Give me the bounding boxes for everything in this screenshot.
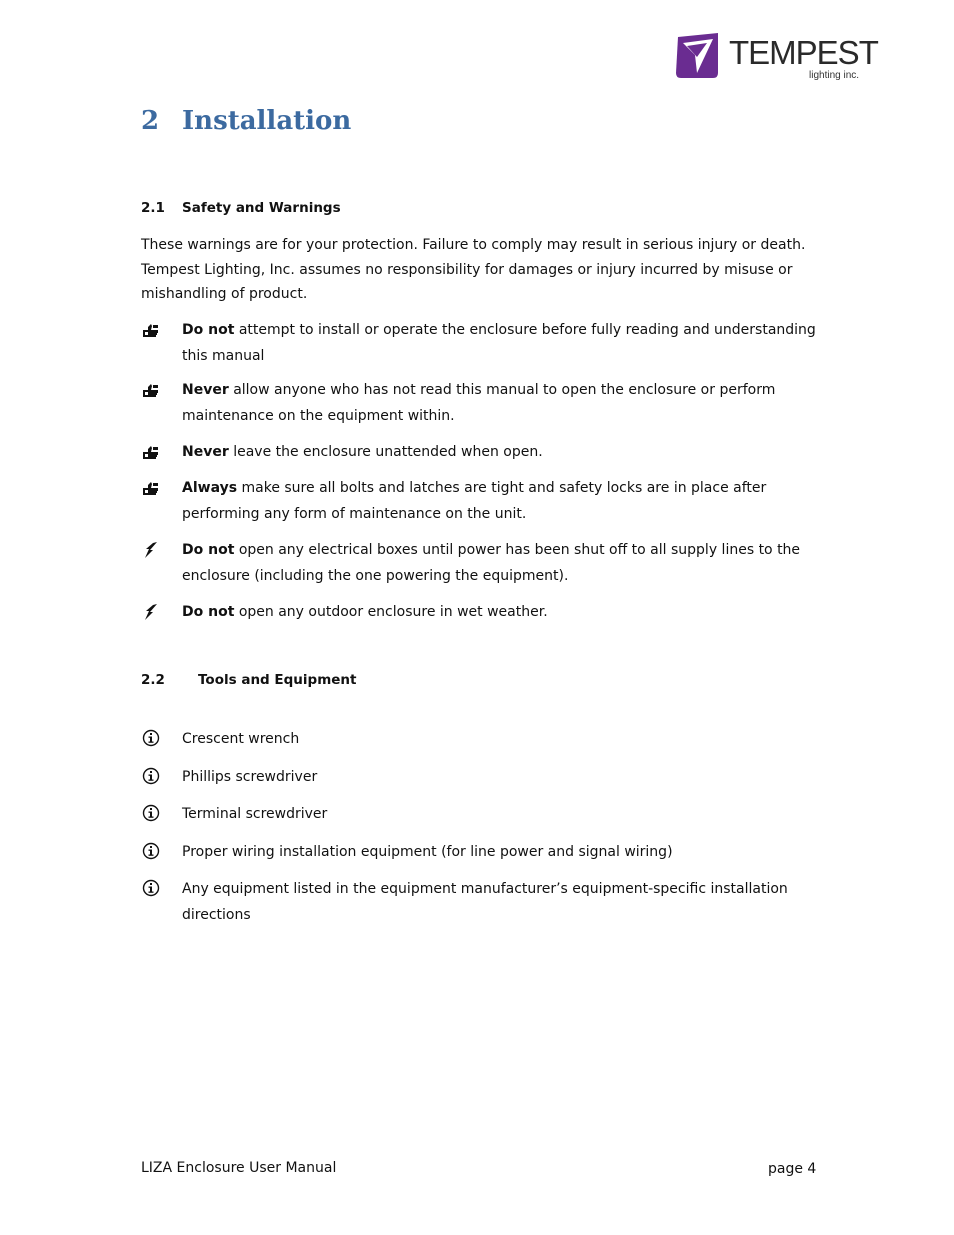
warning-body: attempt to install or operate the enclosure before fully reading and understanding this manual xyxy=(182,322,816,364)
warning-hand-icon xyxy=(141,479,161,499)
warning-item xyxy=(141,599,841,639)
warning-text xyxy=(182,537,832,589)
tool-text: Crescent wrench xyxy=(182,731,300,747)
warning-text xyxy=(182,599,832,625)
warning-emphasis: Do not xyxy=(182,604,235,620)
section-heading-tools xyxy=(141,674,357,688)
chapter-heading xyxy=(141,108,351,134)
lightning-bolt-icon xyxy=(141,540,161,560)
tool-text: Terminal screwdriver xyxy=(182,806,328,822)
chapter-number: 2 xyxy=(141,106,160,136)
tool-text: Phillips screwdriver xyxy=(182,769,318,785)
tool-text: Proper wiring installation equipment (for line power and signal wiring) xyxy=(182,844,673,860)
info-icon xyxy=(141,766,161,786)
warning-hand-icon xyxy=(141,443,161,463)
warning-emphasis: Never xyxy=(182,382,229,398)
warning-item xyxy=(141,537,841,584)
warning-text xyxy=(182,377,832,429)
footer-page-number: page 4 xyxy=(768,1161,817,1177)
info-icon xyxy=(141,878,161,898)
section-heading-safety xyxy=(141,202,341,216)
warning-emphasis: Always xyxy=(182,480,238,496)
warning-item xyxy=(141,439,841,479)
section-number: 2.2 xyxy=(141,672,165,688)
intro-paragraph: These warnings are for your protection. Failure to comply may result in serious injury or death. Tempest Lighting, Inc. assumes no responsibility for damages or injury incurred by misuse or mishandling of product. xyxy=(141,237,806,302)
tool-item xyxy=(141,801,841,841)
warning-body: open any electrical boxes until power has been shut off to all supply lines to the enclosure (including the one powering the equipment). xyxy=(182,542,801,584)
tool-item xyxy=(141,764,841,804)
tool-text: Any equipment listed in the equipment manufacturer’s equipment-specific installation directions xyxy=(182,881,788,923)
footer-document-title: LIZA Enclosure User Manual xyxy=(141,1160,337,1176)
lightning-bolt-icon xyxy=(141,602,161,622)
warning-body: make sure all bolts and latches are tight and safety locks are in place after performing any form of maintenance on the unit. xyxy=(182,480,767,522)
info-icon xyxy=(141,803,161,823)
warning-text xyxy=(182,439,832,465)
warning-body: open any outdoor enclosure in wet weather. xyxy=(234,604,548,620)
warning-body: allow anyone who has not read this manual to open the enclosure or perform maintenance on the equipment within. xyxy=(182,382,776,424)
warning-item xyxy=(141,317,841,364)
tool-item xyxy=(141,876,841,923)
info-icon xyxy=(141,728,161,748)
warning-emphasis: Do not xyxy=(182,322,235,338)
warning-text xyxy=(182,317,832,369)
tool-item xyxy=(141,726,841,766)
section-title: Tools and Equipment xyxy=(198,672,357,688)
info-icon xyxy=(141,841,161,861)
section-number: 2.1 xyxy=(141,200,165,216)
warning-emphasis: Never xyxy=(182,444,229,460)
warning-body: leave the enclosure unattended when open. xyxy=(228,444,543,460)
logo-wordmark: TEMPEST xyxy=(729,34,878,71)
tool-item xyxy=(141,839,841,879)
warning-hand-icon xyxy=(141,381,161,401)
company-logo xyxy=(675,33,878,85)
chapter-title: Installation xyxy=(182,106,352,136)
warning-emphasis: Do not xyxy=(182,542,235,558)
logo-tagline: lighting inc. xyxy=(809,70,860,81)
warning-hand-icon xyxy=(141,321,161,341)
warning-item xyxy=(141,475,841,522)
section-title: Safety and Warnings xyxy=(182,200,341,216)
warning-item xyxy=(141,377,841,424)
tempest-logo-mark xyxy=(675,33,721,79)
warning-text xyxy=(182,475,832,527)
